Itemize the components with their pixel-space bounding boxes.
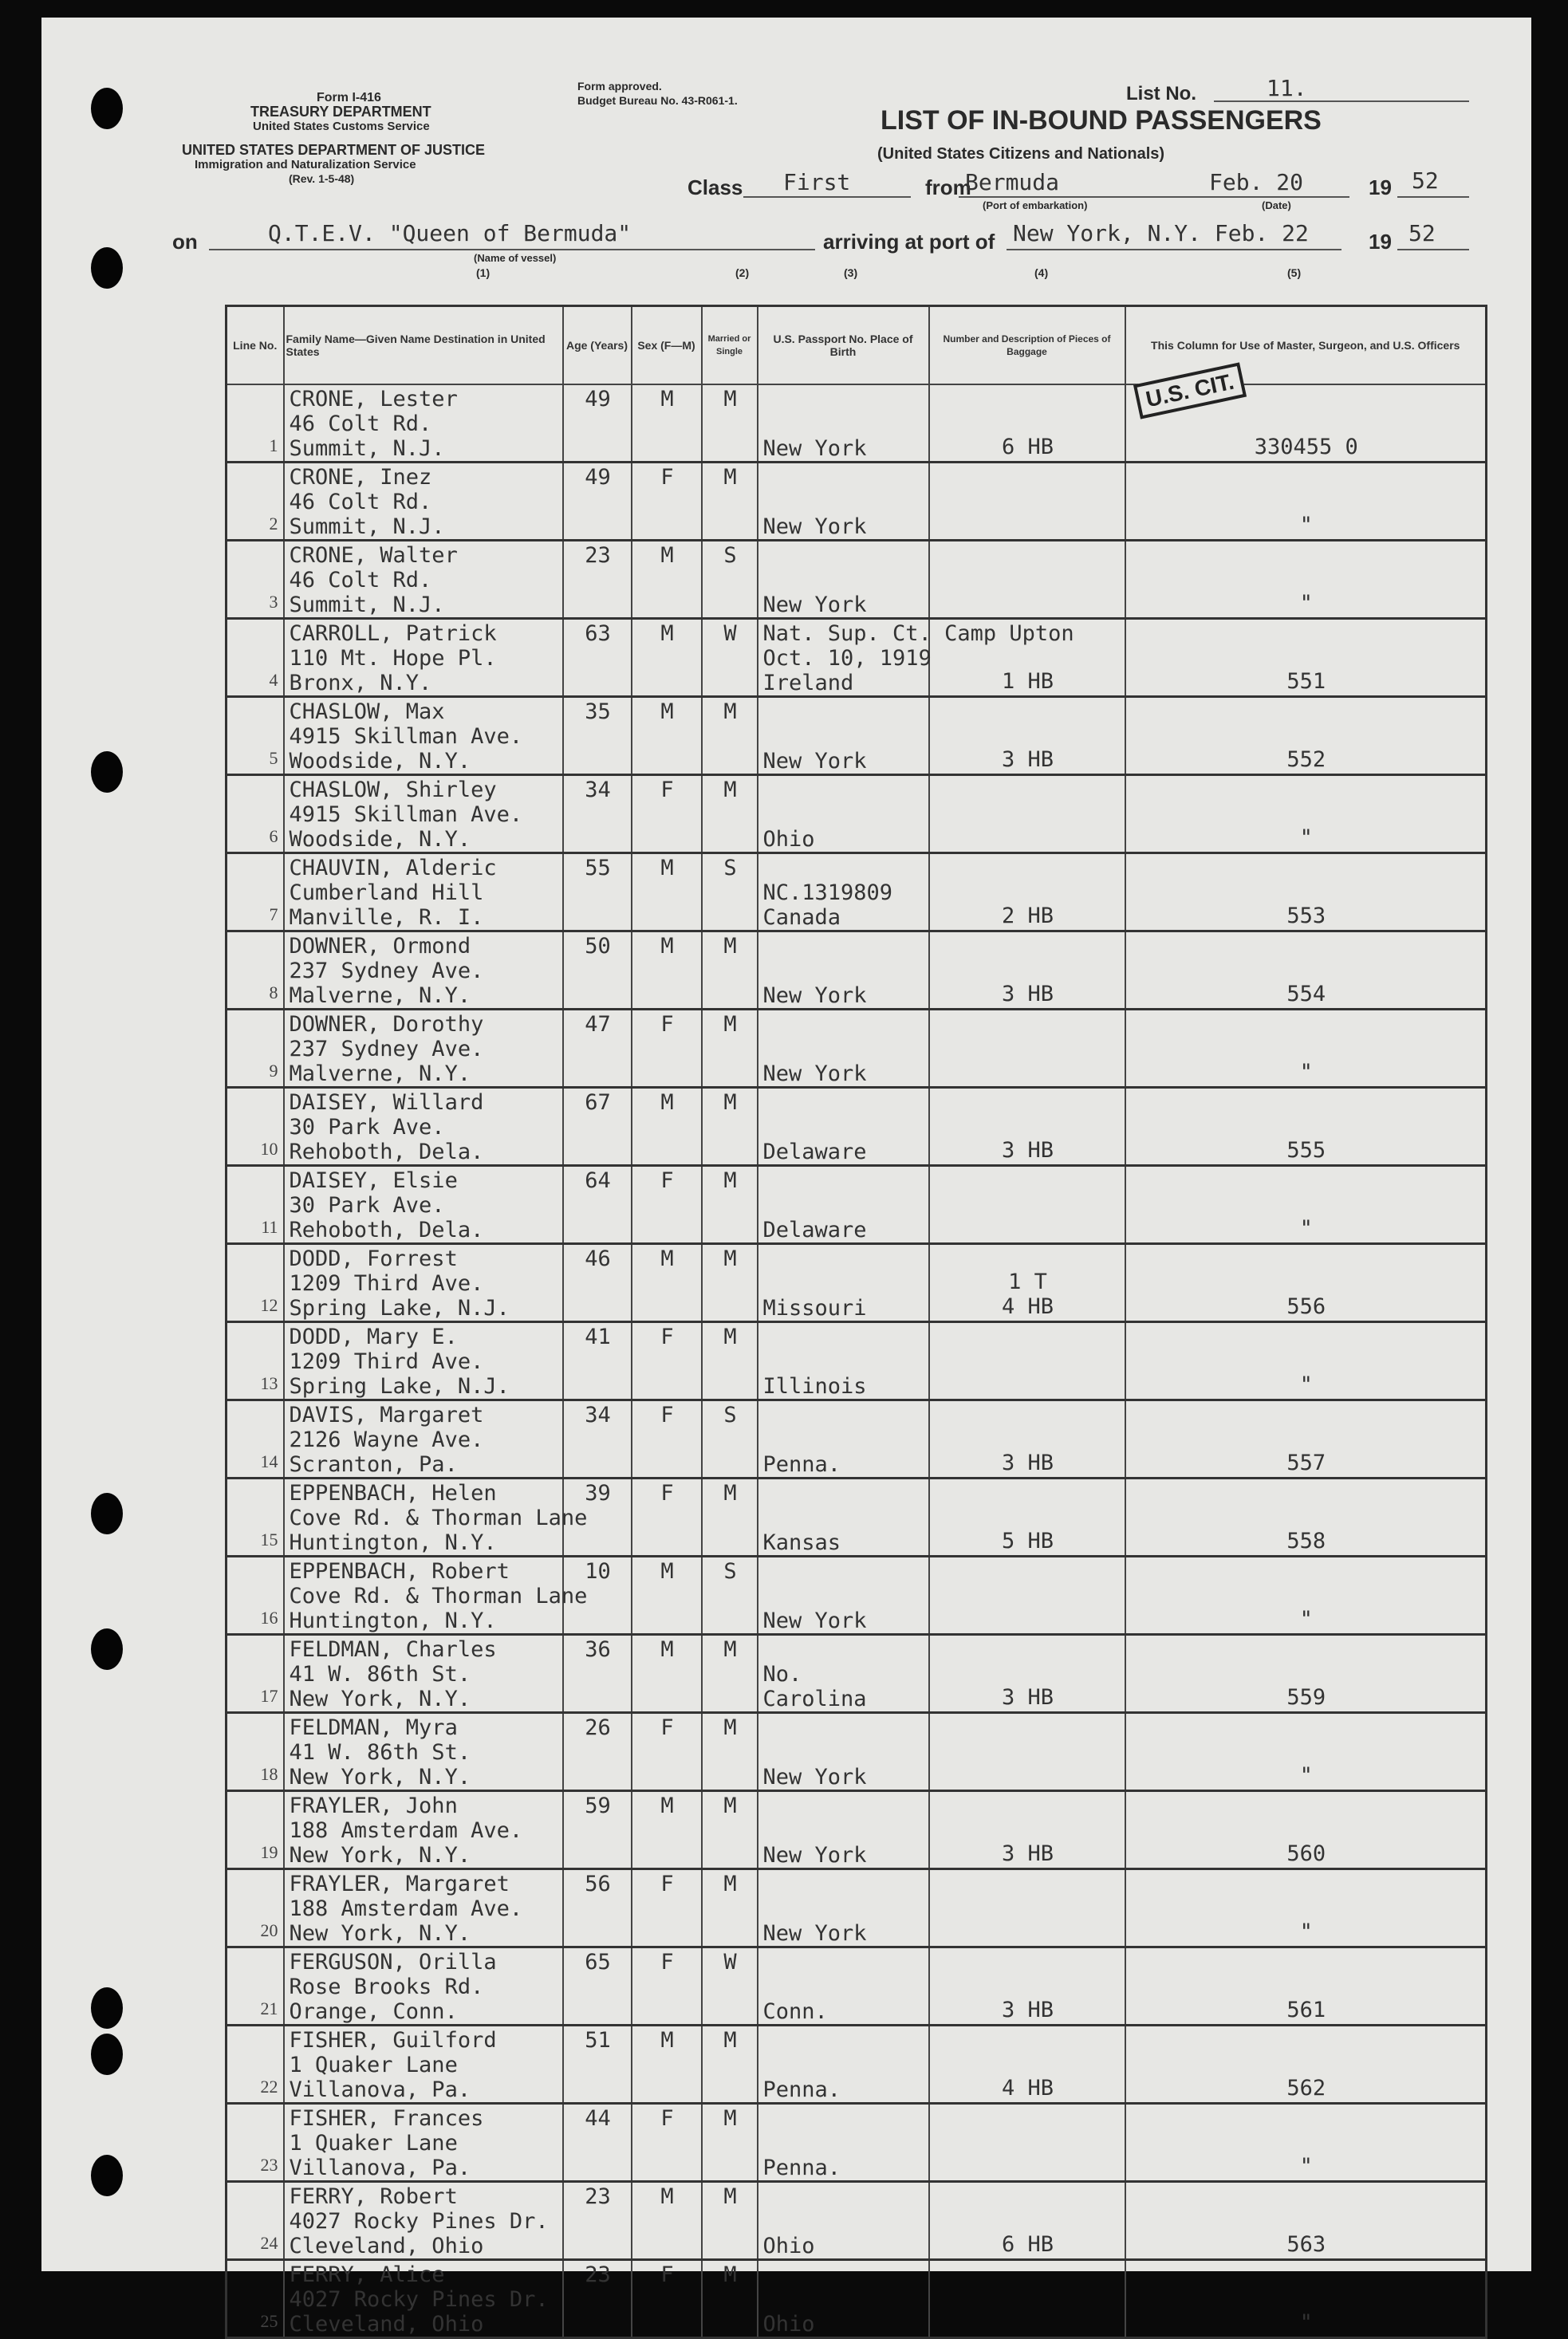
table-row bbox=[227, 775, 1487, 853]
table-cell-officer: " bbox=[1125, 1166, 1487, 1244]
table-cell-birth: New York bbox=[758, 384, 929, 463]
list-no-value: 11. bbox=[1267, 75, 1307, 101]
table-cell-officer: " bbox=[1125, 2260, 1487, 2338]
table-cell-officer: 563 bbox=[1125, 2182, 1487, 2260]
revision: (Rev. 1-5-48) bbox=[289, 172, 355, 185]
arrival-line bbox=[1007, 249, 1341, 250]
table-cell-birth: New York bbox=[758, 1869, 929, 1947]
table-cell-birth: Penna. bbox=[758, 2026, 929, 2104]
table-cell-line-no: 25 bbox=[227, 2260, 284, 2338]
table-cell-line-no: 6 bbox=[227, 775, 284, 853]
table-cell-sex: F bbox=[632, 2104, 702, 2182]
table-cell-sex: F bbox=[632, 775, 702, 853]
table-cell-name: FERGUSON, Orilla Rose Brooks Rd. Orange, Conn. bbox=[284, 1947, 563, 2026]
form-approved: Form approved. bbox=[577, 80, 662, 93]
table-cell-birth: Delaware bbox=[758, 1088, 929, 1166]
table-cell-birth: Penna. bbox=[758, 2104, 929, 2182]
table-row bbox=[227, 463, 1487, 541]
binder-hole bbox=[91, 2034, 123, 2075]
dept-ins: Immigration and Naturalization Service bbox=[195, 158, 416, 171]
table-cell-line-no: 22 bbox=[227, 2026, 284, 2104]
table-cell-line-no: 8 bbox=[227, 931, 284, 1010]
table-row bbox=[227, 1635, 1487, 1713]
table-cell-name: FISHER, Guilford 1 Quaker Lane Villanova, Pa. bbox=[284, 2026, 563, 2104]
table-cell-line-no: 2 bbox=[227, 463, 284, 541]
table-cell-marital: M bbox=[702, 1010, 758, 1088]
binder-hole bbox=[91, 2155, 123, 2196]
col-number-4: (4) bbox=[1034, 266, 1049, 279]
table-cell-sex: F bbox=[632, 1322, 702, 1400]
table-cell-marital: M bbox=[702, 931, 758, 1010]
table-cell-officer: 555 bbox=[1125, 1088, 1487, 1166]
table-cell-line-no: 7 bbox=[227, 853, 284, 931]
col-number-3: (3) bbox=[844, 266, 858, 279]
date-caption: (Date) bbox=[1262, 199, 1291, 211]
table-cell-baggage bbox=[929, 463, 1125, 541]
table-cell-name: FELDMAN, Charles 41 W. 86th St. New York, N.Y. bbox=[284, 1635, 563, 1713]
table-cell-birth: Kansas bbox=[758, 1479, 929, 1557]
table-cell-age: 49 bbox=[563, 384, 632, 463]
table-row bbox=[227, 384, 1487, 463]
table-cell-marital: W bbox=[702, 1947, 758, 2026]
table-cell-baggage bbox=[929, 1010, 1125, 1088]
table-cell-marital: S bbox=[702, 853, 758, 931]
table-cell-sex: F bbox=[632, 1400, 702, 1479]
table-cell-line-no: 11 bbox=[227, 1166, 284, 1244]
table-cell-marital: M bbox=[702, 2260, 758, 2338]
table-cell-officer: 558 bbox=[1125, 1479, 1487, 1557]
header-name: Family Name—Given Name Destination in United States bbox=[284, 306, 563, 385]
table-cell-officer: 553 bbox=[1125, 853, 1487, 931]
table-cell-baggage: 2 HB bbox=[929, 853, 1125, 931]
table-cell-marital: M bbox=[702, 2026, 758, 2104]
table-cell-sex: M bbox=[632, 1791, 702, 1869]
table-cell-baggage: 4 HB bbox=[929, 2026, 1125, 2104]
binder-hole bbox=[91, 1628, 123, 1670]
from-label: from bbox=[925, 175, 971, 199]
table-cell-line-no: 1 bbox=[227, 384, 284, 463]
table-row bbox=[227, 1088, 1487, 1166]
table-row bbox=[227, 2260, 1487, 2338]
table-cell-marital: M bbox=[702, 2104, 758, 2182]
table-cell-line-no: 15 bbox=[227, 1479, 284, 1557]
table-cell-marital: M bbox=[702, 1166, 758, 1244]
table-cell-marital: M bbox=[702, 1244, 758, 1322]
on-label: on bbox=[172, 230, 198, 254]
document-page bbox=[41, 18, 1531, 2337]
class-line bbox=[743, 196, 911, 198]
arriving-label: arriving at port of bbox=[823, 230, 995, 254]
table-cell-baggage: 6 HB bbox=[929, 2182, 1125, 2260]
year-prefix: 19 bbox=[1369, 175, 1392, 199]
col-number-5: (5) bbox=[1287, 266, 1302, 279]
table-cell-sex: F bbox=[632, 463, 702, 541]
arrival-port-value: New York, N.Y. Feb. 22 bbox=[1013, 220, 1309, 246]
table-cell-officer: 551 bbox=[1125, 619, 1487, 697]
table-cell-name: FRAYLER, Margaret 188 Amsterdam Ave. New York, N.Y. bbox=[284, 1869, 563, 1947]
table-cell-marital: M bbox=[702, 1088, 758, 1166]
table-cell-sex: M bbox=[632, 1557, 702, 1635]
table-cell-marital: M bbox=[702, 384, 758, 463]
col-number-1: (1) bbox=[476, 266, 490, 279]
table-cell-age: 35 bbox=[563, 697, 632, 775]
table-cell-marital: M bbox=[702, 1713, 758, 1791]
table-row bbox=[227, 1713, 1487, 1791]
table-cell-sex: F bbox=[632, 1166, 702, 1244]
table-cell-birth: Ohio bbox=[758, 2260, 929, 2338]
col-number-2: (2) bbox=[735, 266, 750, 279]
table-cell-birth: New York bbox=[758, 1791, 929, 1869]
table-cell-name: CHASLOW, Max 4915 Skillman Ave. Woodside, N.Y. bbox=[284, 697, 563, 775]
table-row bbox=[227, 1322, 1487, 1400]
table-cell-officer: " bbox=[1125, 2104, 1487, 2182]
table-cell-name: FERRY, Alice 4027 Rocky Pines Dr. Cleveland, Ohio bbox=[284, 2260, 563, 2338]
table-cell-marital: M bbox=[702, 1322, 758, 1400]
table-cell-marital: M bbox=[702, 697, 758, 775]
table-cell-age: 39 bbox=[563, 1479, 632, 1557]
table-cell-officer: 560 bbox=[1125, 1791, 1487, 1869]
table-cell-baggage bbox=[929, 541, 1125, 619]
table-cell-baggage: 1 T 4 HB bbox=[929, 1244, 1125, 1322]
table-cell-birth: New York bbox=[758, 697, 929, 775]
table-cell-baggage bbox=[929, 1166, 1125, 1244]
table-cell-birth: Illinois bbox=[758, 1322, 929, 1400]
date-value: Feb. 20 bbox=[1209, 169, 1304, 195]
table-cell-line-no: 20 bbox=[227, 1869, 284, 1947]
table-cell-officer: 561 bbox=[1125, 1947, 1487, 2026]
budget-bureau: Budget Bureau No. 43-R061-1. bbox=[577, 94, 738, 107]
table-cell-birth: New York bbox=[758, 463, 929, 541]
table-cell-age: 67 bbox=[563, 1088, 632, 1166]
header-line-no: Line No. bbox=[227, 306, 284, 385]
table-cell-line-no: 3 bbox=[227, 541, 284, 619]
table-cell-birth: Conn. bbox=[758, 1947, 929, 2026]
table-cell-officer: 559 bbox=[1125, 1635, 1487, 1713]
table-cell-officer: 554 bbox=[1125, 931, 1487, 1010]
table-row bbox=[227, 2104, 1487, 2182]
table-cell-age: 23 bbox=[563, 2182, 632, 2260]
table-cell-birth: Penna. bbox=[758, 1400, 929, 1479]
table-cell-birth: New York bbox=[758, 1713, 929, 1791]
table-row bbox=[227, 1947, 1487, 2026]
table-cell-marital: M bbox=[702, 1479, 758, 1557]
table-row bbox=[227, 853, 1487, 931]
table-cell-age: 50 bbox=[563, 931, 632, 1010]
table-cell-line-no: 21 bbox=[227, 1947, 284, 2026]
table-cell-age: 41 bbox=[563, 1322, 632, 1400]
table-cell-sex: M bbox=[632, 2182, 702, 2260]
table-cell-sex: F bbox=[632, 1713, 702, 1791]
table-cell-name: FRAYLER, John 188 Amsterdam Ave. New York, N.Y. bbox=[284, 1791, 563, 1869]
table-cell-birth: New York bbox=[758, 541, 929, 619]
vessel-value: Q.T.E.V. "Queen of Bermuda" bbox=[268, 220, 632, 246]
dept-customs: United States Customs Service bbox=[253, 120, 430, 133]
table-cell-baggage bbox=[929, 775, 1125, 853]
header-passport: U.S. Passport No. Place of Birth bbox=[758, 306, 929, 385]
table-cell-name: CRONE, Inez 46 Colt Rd. Summit, N.J. bbox=[284, 463, 563, 541]
table-cell-name: EPPENBACH, Helen Cove Rd. & Thorman Lane Huntington, N.Y. bbox=[284, 1479, 563, 1557]
table-row bbox=[227, 1869, 1487, 1947]
table-cell-line-no: 12 bbox=[227, 1244, 284, 1322]
table-cell-officer: " bbox=[1125, 463, 1487, 541]
table-row bbox=[227, 1010, 1487, 1088]
date-line bbox=[1198, 196, 1349, 198]
table-cell-sex: M bbox=[632, 931, 702, 1010]
table-cell-baggage: 1 HB bbox=[929, 619, 1125, 697]
table-cell-birth: Ohio bbox=[758, 2182, 929, 2260]
table-row bbox=[227, 541, 1487, 619]
table-cell-birth: New York bbox=[758, 1557, 929, 1635]
table-cell-age: 55 bbox=[563, 853, 632, 931]
table-cell-marital: M bbox=[702, 1635, 758, 1713]
header-marital: Married or Single bbox=[702, 306, 758, 385]
class-value: First bbox=[783, 169, 851, 195]
table-cell-officer: " bbox=[1125, 1557, 1487, 1635]
table-cell-line-no: 9 bbox=[227, 1010, 284, 1088]
table-cell-sex: M bbox=[632, 697, 702, 775]
header-sex: Sex (F—M) bbox=[632, 306, 702, 385]
binder-hole bbox=[91, 751, 123, 793]
arrival-year-value: 52 bbox=[1408, 220, 1436, 246]
table-cell-sex: F bbox=[632, 1479, 702, 1557]
table-cell-name: CHASLOW, Shirley 4915 Skillman Ave. Woodside, N.Y. bbox=[284, 775, 563, 853]
table-cell-name: DODD, Forrest 1209 Third Ave. Spring Lake, N.J. bbox=[284, 1244, 563, 1322]
table-cell-birth: Delaware bbox=[758, 1166, 929, 1244]
table-cell-birth: Nat. Sup. Ct. Camp Upton Oct. 10, 1919 Ireland bbox=[758, 619, 929, 697]
table-cell-marital: S bbox=[702, 1400, 758, 1479]
table-row bbox=[227, 1166, 1487, 1244]
table-row bbox=[227, 931, 1487, 1010]
table-cell-birth: NC.1319809 Canada bbox=[758, 853, 929, 931]
form-number: Form I-416 bbox=[317, 91, 381, 104]
table-cell-marital: M bbox=[702, 1869, 758, 1947]
table-cell-sex: M bbox=[632, 1635, 702, 1713]
table-cell-baggage bbox=[929, 1557, 1125, 1635]
table-cell-name: DAISEY, Willard 30 Park Ave. Rehoboth, Dela. bbox=[284, 1088, 563, 1166]
table-cell-line-no: 16 bbox=[227, 1557, 284, 1635]
table-cell-marital: W bbox=[702, 619, 758, 697]
table-cell-sex: M bbox=[632, 384, 702, 463]
list-no-line bbox=[1214, 100, 1469, 102]
table-cell-age: 65 bbox=[563, 1947, 632, 2026]
table-cell-line-no: 4 bbox=[227, 619, 284, 697]
table-cell-age: 59 bbox=[563, 1791, 632, 1869]
table-cell-baggage: 3 HB bbox=[929, 1400, 1125, 1479]
table-cell-sex: F bbox=[632, 1869, 702, 1947]
table-cell-age: 47 bbox=[563, 1010, 632, 1088]
table-cell-age: 26 bbox=[563, 1713, 632, 1791]
table-row bbox=[227, 2026, 1487, 2104]
table-cell-name: DAISEY, Elsie 30 Park Ave. Rehoboth, Dela. bbox=[284, 1166, 563, 1244]
table-cell-age: 44 bbox=[563, 2104, 632, 2182]
table-cell-birth: Ohio bbox=[758, 775, 929, 853]
table-cell-age: 63 bbox=[563, 619, 632, 697]
table-cell-officer: 330455 0 bbox=[1125, 384, 1487, 463]
table-cell-marital: M bbox=[702, 775, 758, 853]
table-cell-baggage: 3 HB bbox=[929, 1635, 1125, 1713]
table-cell-officer: " bbox=[1125, 775, 1487, 853]
table-cell-age: 56 bbox=[563, 1869, 632, 1947]
table-cell-officer: " bbox=[1125, 1010, 1487, 1088]
table-cell-marital: M bbox=[702, 463, 758, 541]
year-line bbox=[1397, 196, 1469, 198]
table-cell-officer: " bbox=[1125, 1713, 1487, 1791]
table-cell-line-no: 14 bbox=[227, 1400, 284, 1479]
table-cell-age: 23 bbox=[563, 541, 632, 619]
table-cell-age: 34 bbox=[563, 1400, 632, 1479]
list-no-label: List No. bbox=[1126, 83, 1196, 104]
year-value: 52 bbox=[1412, 167, 1439, 194]
table-cell-line-no: 24 bbox=[227, 2182, 284, 2260]
table-row bbox=[227, 2182, 1487, 2260]
table-cell-birth: New York bbox=[758, 931, 929, 1010]
table-cell-sex: M bbox=[632, 2026, 702, 2104]
table-cell-baggage bbox=[929, 2104, 1125, 2182]
table-cell-baggage bbox=[929, 1869, 1125, 1947]
table-cell-birth: No. Carolina bbox=[758, 1635, 929, 1713]
table-cell-sex: M bbox=[632, 619, 702, 697]
table-cell-officer: " bbox=[1125, 1322, 1487, 1400]
table-cell-name: DOWNER, Dorothy 237 Sydney Ave. Malverne, N.Y. bbox=[284, 1010, 563, 1088]
class-label: Class bbox=[687, 175, 743, 199]
table-cell-line-no: 19 bbox=[227, 1791, 284, 1869]
vessel-line bbox=[209, 249, 815, 250]
page-title: LIST OF IN-BOUND PASSENGERS bbox=[881, 105, 1322, 136]
table-cell-age: 34 bbox=[563, 775, 632, 853]
binder-hole bbox=[91, 1987, 123, 2029]
table-cell-sex: M bbox=[632, 541, 702, 619]
table-cell-sex: F bbox=[632, 1010, 702, 1088]
table-cell-birth: New York bbox=[758, 1010, 929, 1088]
from-value: Bermuda bbox=[965, 169, 1060, 195]
table-cell-line-no: 17 bbox=[227, 1635, 284, 1713]
us-citizen-stamp: U.S. CIT. bbox=[1133, 362, 1247, 419]
dept-justice: UNITED STATES DEPARTMENT OF JUSTICE bbox=[182, 142, 486, 158]
dept-treasury: TREASURY DEPARTMENT bbox=[250, 104, 431, 120]
table-cell-age: 36 bbox=[563, 1635, 632, 1713]
table-cell-baggage: 3 HB bbox=[929, 1791, 1125, 1869]
binder-hole bbox=[91, 88, 123, 129]
table-row bbox=[227, 1479, 1487, 1557]
table-cell-name: CHAUVIN, Alderic Cumberland Hill Manville, R. I. bbox=[284, 853, 563, 931]
table-cell-sex: M bbox=[632, 1244, 702, 1322]
table-cell-sex: M bbox=[632, 1088, 702, 1166]
table-cell-baggage: 5 HB bbox=[929, 1479, 1125, 1557]
table-row bbox=[227, 1400, 1487, 1479]
table-cell-baggage: 3 HB bbox=[929, 697, 1125, 775]
table-cell-line-no: 13 bbox=[227, 1322, 284, 1400]
table-cell-line-no: 23 bbox=[227, 2104, 284, 2182]
passenger-table bbox=[225, 305, 1487, 2339]
table-cell-name: DODD, Mary E. 1209 Third Ave. Spring Lake, N.J. bbox=[284, 1322, 563, 1400]
table-row bbox=[227, 1244, 1487, 1322]
table-cell-officer: 557 bbox=[1125, 1400, 1487, 1479]
table-cell-age: 51 bbox=[563, 2026, 632, 2104]
arrival-year-prefix: 19 bbox=[1369, 230, 1392, 254]
table-cell-age: 64 bbox=[563, 1166, 632, 1244]
table-cell-name: FERRY, Robert 4027 Rocky Pines Dr. Cleveland, Ohio bbox=[284, 2182, 563, 2260]
table-cell-baggage: 3 HB bbox=[929, 1947, 1125, 2026]
table-cell-line-no: 18 bbox=[227, 1713, 284, 1791]
table-cell-age: 23 bbox=[563, 2260, 632, 2338]
table-cell-sex: F bbox=[632, 1947, 702, 2026]
table-cell-line-no: 5 bbox=[227, 697, 284, 775]
binder-hole bbox=[91, 247, 123, 289]
vessel-caption: (Name of vessel) bbox=[474, 252, 557, 264]
table-header-row bbox=[227, 306, 1487, 385]
table-cell-baggage bbox=[929, 1322, 1125, 1400]
table-row bbox=[227, 1791, 1487, 1869]
table-cell-birth: Missouri bbox=[758, 1244, 929, 1322]
table-cell-sex: F bbox=[632, 2260, 702, 2338]
table-cell-officer: 556 bbox=[1125, 1244, 1487, 1322]
table-cell-baggage: 3 HB bbox=[929, 931, 1125, 1010]
table-cell-name: CRONE, Lester 46 Colt Rd. Summit, N.J. bbox=[284, 384, 563, 463]
table-cell-sex: M bbox=[632, 853, 702, 931]
table-cell-marital: M bbox=[702, 2182, 758, 2260]
arrival-year-line bbox=[1397, 249, 1469, 250]
table-cell-officer: " bbox=[1125, 541, 1487, 619]
table-cell-marital: S bbox=[702, 1557, 758, 1635]
table-cell-name: FISHER, Frances 1 Quaker Lane Villanova, Pa. bbox=[284, 2104, 563, 2182]
table-cell-marital: S bbox=[702, 541, 758, 619]
header-baggage: Number and Description of Pieces of Baggage bbox=[929, 306, 1125, 385]
table-cell-baggage bbox=[929, 2260, 1125, 2338]
table-cell-baggage bbox=[929, 1713, 1125, 1791]
table-cell-marital: M bbox=[702, 1791, 758, 1869]
table-cell-baggage: 3 HB bbox=[929, 1088, 1125, 1166]
table-row bbox=[227, 1557, 1487, 1635]
table-cell-officer: 552 bbox=[1125, 697, 1487, 775]
table-cell-name: DAVIS, Margaret 2126 Wayne Ave. Scranton, Pa. bbox=[284, 1400, 563, 1479]
table-cell-name: DOWNER, Ormond 237 Sydney Ave. Malverne, N.Y. bbox=[284, 931, 563, 1010]
binder-hole bbox=[91, 1493, 123, 1534]
table-cell-age: 10 bbox=[563, 1557, 632, 1635]
table-cell-line-no: 10 bbox=[227, 1088, 284, 1166]
table-cell-baggage: 6 HB bbox=[929, 384, 1125, 463]
port-caption: (Port of embarkation) bbox=[983, 199, 1088, 211]
header-officers: This Column for Use of Master, Surgeon, and U.S. Officers bbox=[1125, 306, 1487, 385]
table-cell-name: EPPENBACH, Robert Cove Rd. & Thorman Lane Huntington, N.Y. bbox=[284, 1557, 563, 1635]
table-cell-name: CARROLL, Patrick 110 Mt. Hope Pl. Bronx, N.Y. bbox=[284, 619, 563, 697]
table-cell-age: 46 bbox=[563, 1244, 632, 1322]
table-row bbox=[227, 619, 1487, 697]
table-cell-officer: 562 bbox=[1125, 2026, 1487, 2104]
table-cell-name: CRONE, Walter 46 Colt Rd. Summit, N.J. bbox=[284, 541, 563, 619]
page-subtitle: (United States Citizens and Nationals) bbox=[877, 145, 1165, 163]
table-cell-officer: " bbox=[1125, 1869, 1487, 1947]
header-age: Age (Years) bbox=[563, 306, 632, 385]
table-cell-age: 49 bbox=[563, 463, 632, 541]
table-row bbox=[227, 697, 1487, 775]
table-cell-name: FELDMAN, Myra 41 W. 86th St. New York, N.Y. bbox=[284, 1713, 563, 1791]
